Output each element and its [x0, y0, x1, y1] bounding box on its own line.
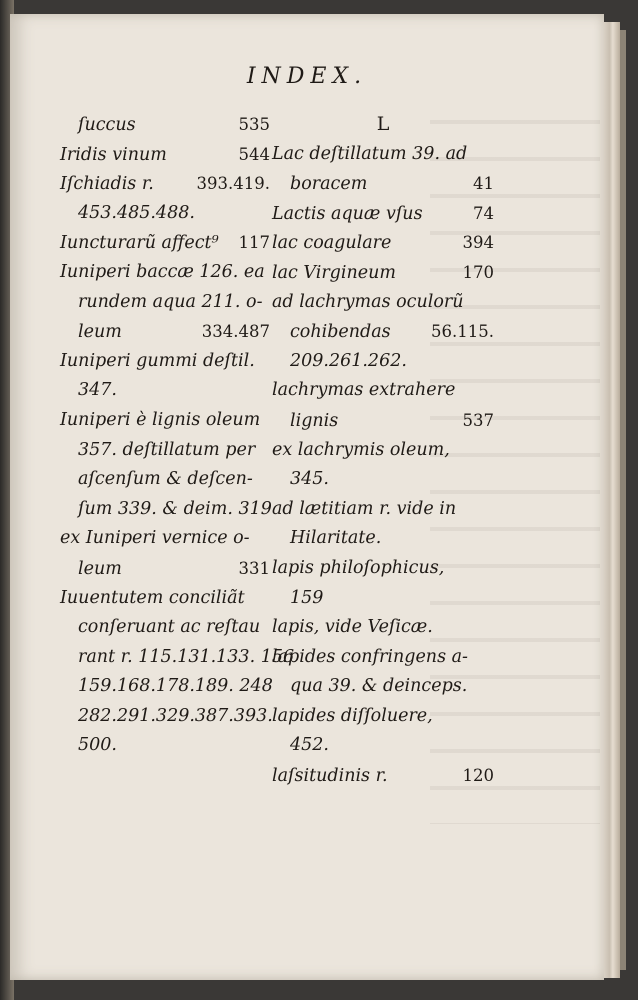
entry-text: ſuccus — [78, 115, 136, 135]
entry-text: 209.261.262. — [290, 350, 407, 371]
index-entry — [272, 199, 494, 229]
entry-text: 345. — [290, 469, 329, 490]
entry-text: 452. — [290, 735, 329, 756]
entry-text: cohibendas — [290, 322, 391, 343]
index-entry — [272, 228, 494, 258]
entry-page-number: 394 — [462, 233, 494, 253]
index-entry — [272, 288, 494, 318]
entry-text: ad lætitiam r. vide in — [272, 498, 457, 519]
page-edges — [604, 22, 620, 978]
entry-page-number: 120 — [462, 766, 494, 786]
index-entry — [272, 672, 494, 702]
index-entry — [60, 436, 270, 466]
index-entry — [60, 524, 270, 554]
entry-text: 159.168.178.189. 248 — [78, 676, 273, 697]
entry-text: rundem aqua 211. o- — [78, 291, 263, 312]
entry-page-number: 41 — [473, 174, 494, 194]
entry-text: ſum 339. & deim. 319 — [78, 498, 272, 519]
index-entry — [272, 140, 494, 170]
entry-page-number: 393.419. — [196, 174, 270, 194]
entry-text: ad lachrymas oculorũ — [272, 291, 464, 312]
index-entry — [60, 228, 270, 258]
book-page — [10, 14, 604, 980]
entry-text: ex Iuniperi vernice o- — [60, 528, 250, 549]
index-entry — [272, 554, 494, 584]
index-entry — [60, 140, 270, 170]
index-entry — [60, 554, 270, 584]
entry-text: Lactis aquæ vſus — [272, 203, 423, 224]
entry-text: lachrymas extrahere — [272, 380, 456, 401]
entry-text: Iſchiadis r. — [60, 174, 154, 195]
index-entry — [272, 702, 494, 732]
entry-text: lac coagulare — [272, 233, 392, 254]
index-entry — [272, 317, 494, 347]
entry-text: 453.485.488. — [78, 202, 195, 223]
section-letter-heading — [272, 110, 494, 140]
index-entry — [272, 613, 494, 643]
index-entry — [60, 495, 270, 525]
entry-page-number: 535 — [238, 115, 270, 134]
index-entry — [60, 584, 270, 614]
entry-text: lapides diſſoluere, — [272, 705, 433, 726]
index-entry — [60, 110, 270, 140]
entry-page-number: 331 — [238, 558, 270, 578]
index-entry — [272, 258, 494, 288]
entry-text: 500. — [78, 735, 117, 756]
entry-page-number: 170 — [462, 262, 494, 282]
index-entry — [60, 169, 270, 199]
entry-text: leum — [78, 558, 122, 579]
index-entry — [272, 169, 494, 199]
entry-page-number: 334.487 — [201, 322, 270, 342]
index-entry — [60, 465, 270, 495]
index-entry — [272, 347, 494, 377]
index-entry — [272, 376, 494, 406]
entry-text: Iuniperi è lignis oleum — [60, 409, 261, 430]
entry-text: lapis, vide Veſicæ. — [272, 617, 433, 638]
entry-text: Iuniperi baccæ 126. ea — [60, 261, 265, 282]
index-entry — [272, 406, 494, 436]
entry-text: lignis — [290, 410, 339, 431]
index-entry — [272, 643, 494, 673]
entry-page-number: 544 — [238, 144, 270, 164]
index-entry — [272, 495, 494, 525]
entry-text: Iuncturarũ affect⁹ — [60, 233, 219, 254]
entry-text: 357. deſtillatum per — [78, 439, 256, 460]
index-entry — [60, 672, 273, 702]
entry-text: qua 39. & deinceps. — [290, 676, 468, 697]
entry-text: 159 — [290, 587, 324, 608]
entry-text: lac Virgineum — [272, 262, 396, 283]
entry-text: 282.291.329.387.393. — [78, 705, 273, 726]
entry-text: boracem — [290, 174, 368, 195]
entry-page-number: 56.115. — [431, 322, 494, 342]
entry-text: Iridis vinum — [60, 144, 167, 165]
index-column-left — [60, 110, 295, 761]
index-entry — [60, 199, 270, 229]
index-entry — [272, 584, 494, 614]
index-entry — [60, 731, 270, 761]
entry-text: 347. — [78, 380, 117, 401]
index-entry — [272, 465, 494, 495]
index-entry — [60, 376, 270, 406]
index-entry — [272, 436, 494, 466]
entry-page-number: 117 — [238, 233, 270, 253]
entry-text: ex lachrymis oleum, — [272, 439, 450, 460]
entry-text: Iuniperi gummi deſtil. — [60, 350, 255, 371]
entry-text: Lac deſtillatum 39. ad — [272, 143, 468, 164]
entry-page-number: 74 — [473, 203, 494, 223]
index-entry — [272, 761, 494, 791]
index-entry — [60, 288, 270, 318]
entry-text: aſcenſum & deſcen- — [78, 469, 253, 490]
index-column-right — [272, 110, 494, 791]
index-entry — [60, 643, 295, 673]
book-cover-edge — [620, 30, 626, 970]
entry-text: Hilaritate. — [290, 528, 382, 549]
index-entry — [60, 258, 270, 288]
entry-text: conſeruant ac reſtau — [78, 617, 261, 638]
entry-text: laſsitudinis r. — [272, 766, 388, 787]
entry-text: lapides confringens a- — [272, 646, 468, 667]
index-entry — [60, 613, 270, 643]
entry-page-number: 537 — [462, 410, 494, 430]
entry-text: leum — [78, 322, 122, 343]
index-entry — [60, 317, 270, 347]
index-entry — [272, 524, 494, 554]
entry-text: Iuuentutem conciliãt — [60, 587, 245, 608]
page-header: INDEX. — [246, 64, 368, 89]
entry-text: lapis philoſophicus, — [272, 557, 445, 578]
index-entry — [60, 702, 273, 732]
entry-text: rant r. 115.131.133. 156 — [78, 646, 295, 667]
index-entry — [272, 731, 494, 761]
entry-text: L — [376, 113, 390, 135]
index-entry — [60, 347, 270, 377]
index-entry — [60, 406, 270, 436]
